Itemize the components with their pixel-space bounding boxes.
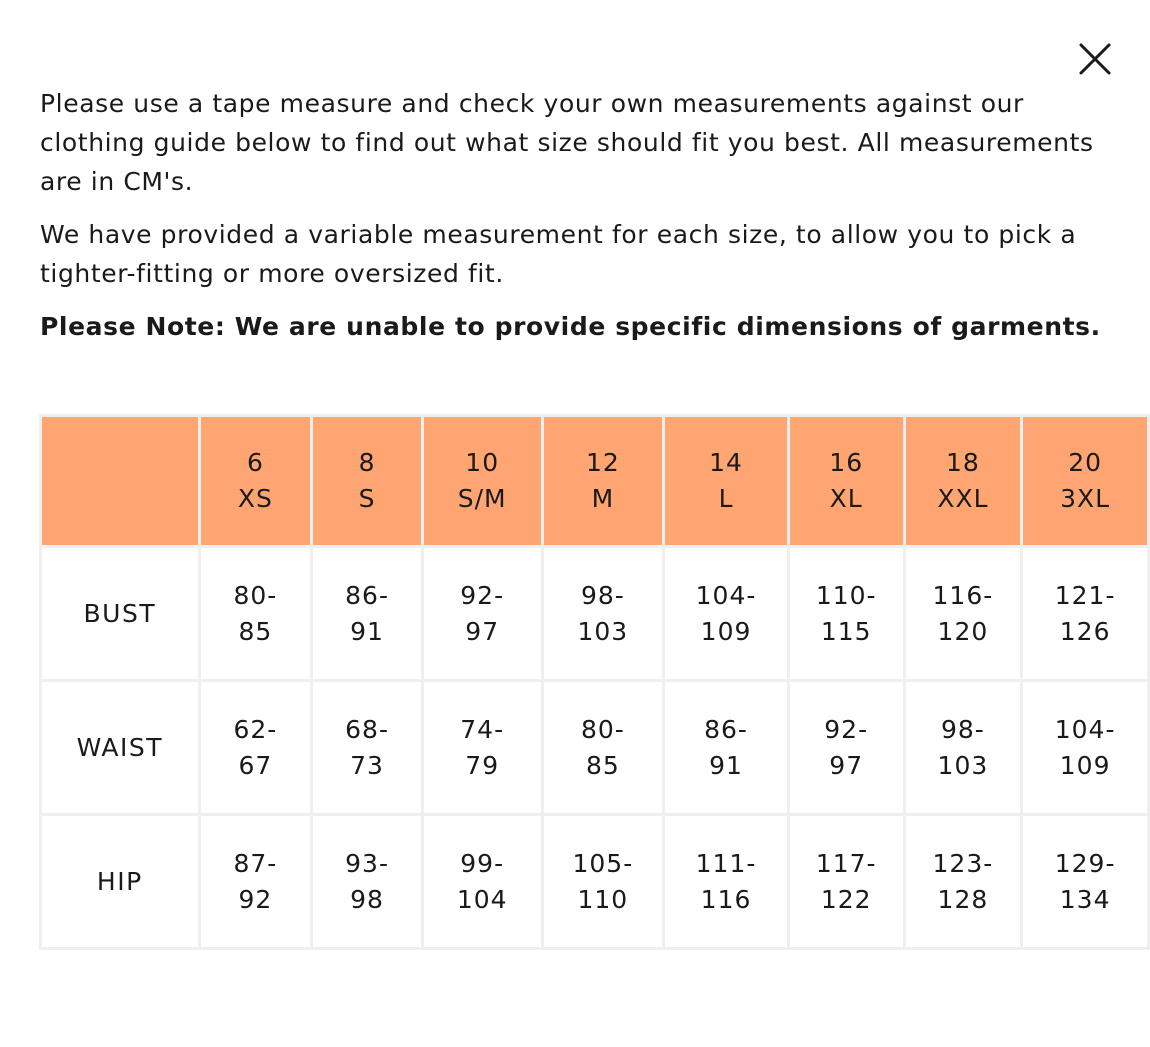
range-end: 103 [577,616,629,646]
range-start: 116- [932,580,994,610]
range-start: 92- [460,580,505,610]
size-letter: 3XL [1060,484,1111,513]
measurement-cell [424,548,541,679]
range-end: 109 [700,616,752,646]
header-corner-cell [42,417,198,545]
range-start: 62- [233,714,278,744]
range-end: 110 [577,884,629,914]
measurement-cell [544,548,663,679]
range-start: 93- [345,848,389,878]
size-letter: XL [829,484,863,513]
range-end: 97 [465,616,500,646]
range-start: 105- [572,848,634,878]
intro-paragraph-variable: We have provided a variable measurement for each size, to allow you to pick a tighter-fitting or more oversized fit. [40,220,1077,288]
range-end: 104 [456,884,508,914]
range-end: 120 [937,616,989,646]
measurement-cell [906,548,1021,679]
size-number: 10 [465,448,500,477]
range-end: 116 [700,884,752,914]
close-button[interactable] [1076,40,1114,78]
range-start: 110- [815,580,877,610]
range-end: 67 [238,750,273,780]
size-header-cell [906,417,1021,545]
measurement-cell [790,548,903,679]
measurement-cell [313,682,421,813]
measurement-cell [1023,816,1147,947]
table-row-waist [42,682,1147,813]
table-row-bust [42,548,1147,679]
size-header-cell [313,417,421,545]
measurement-cell [313,548,421,679]
measurement-cell [906,682,1021,813]
row-label-waist: WAIST [42,682,198,813]
range-start: 121- [1054,580,1116,610]
size-number: 12 [585,448,620,477]
range-start: 104- [695,580,757,610]
measurement-cell [201,816,311,947]
row-label-bust: BUST [42,548,198,679]
measurement-cell [665,548,787,679]
range-start: 123- [932,848,994,878]
size-number: 14 [709,448,743,477]
size-header-cell [790,417,903,545]
intro-paragraph-measure: Please use a tape measure and check your own measurements against our clothing guide below to find out what size should fit you best. All measurements are in CM's. [40,89,1094,196]
size-letter: S [358,484,376,513]
range-start: 129- [1054,848,1116,878]
range-start: 92- [824,714,869,744]
range-end: 92 [238,884,273,914]
range-end: 85 [238,616,273,646]
measurement-cell [424,816,541,947]
range-start: 86- [345,580,389,610]
measurement-cell [790,816,903,947]
size-number: 16 [829,448,864,477]
range-start: 68- [345,714,389,744]
range-end: 128 [937,884,989,914]
range-end: 103 [937,750,989,780]
range-end: 73 [350,750,384,780]
range-start: 74- [460,714,505,744]
range-end: 79 [465,750,500,780]
dimensions-note: Please Note: We are unable to provide specific dimensions of garments. [40,312,1101,341]
size-number: 8 [358,448,376,477]
size-letter: S/M [457,484,507,513]
range-end: 115 [820,616,872,646]
table-row-hip [42,816,1147,947]
measurement-cell [313,816,421,947]
measurement-cell [544,682,663,813]
range-start: 111- [695,848,757,878]
measurement-cell [906,816,1021,947]
range-start: 98- [940,714,985,744]
range-end: 91 [350,616,384,646]
measurement-cell [665,816,787,947]
range-end: 126 [1059,616,1111,646]
size-header-cell [201,417,311,545]
row-label-hip: HIP [42,816,198,947]
range-start: 104- [1054,714,1116,744]
size-number: 20 [1068,448,1103,477]
range-end: 98 [350,884,384,914]
measurement-cell [790,682,903,813]
range-start: 80- [580,714,625,744]
size-letter: L [718,484,734,513]
range-start: 80- [233,580,278,610]
size-letter: XS [237,484,273,513]
range-start: 86- [704,714,748,744]
close-icon [1076,40,1114,78]
size-number: 18 [946,448,980,477]
measurement-cell [544,816,663,947]
range-end: 134 [1059,884,1111,914]
range-end: 97 [829,750,864,780]
range-start: 99- [460,848,505,878]
size-header-cell [544,417,663,545]
measurement-cell [201,682,311,813]
measurement-cell [201,548,311,679]
measurement-cell [424,682,541,813]
measurement-cell [665,682,787,813]
size-letter: M [591,484,615,513]
size-guide-intro [40,84,1135,360]
measurement-cell [1023,682,1147,813]
range-end: 85 [585,750,620,780]
range-end: 109 [1059,750,1111,780]
range-start: 117- [815,848,877,878]
range-end: 122 [820,884,872,914]
size-header-cell [1023,417,1147,545]
size-letter: XXL [937,484,989,513]
range-start: 98- [580,580,625,610]
size-number: 6 [246,448,264,477]
size-chart-table [39,414,1150,950]
size-header-row [42,417,1147,545]
size-header-cell [665,417,787,545]
measurement-cell [1023,548,1147,679]
range-start: 87- [233,848,278,878]
range-end: 91 [709,750,743,780]
size-header-cell [424,417,541,545]
